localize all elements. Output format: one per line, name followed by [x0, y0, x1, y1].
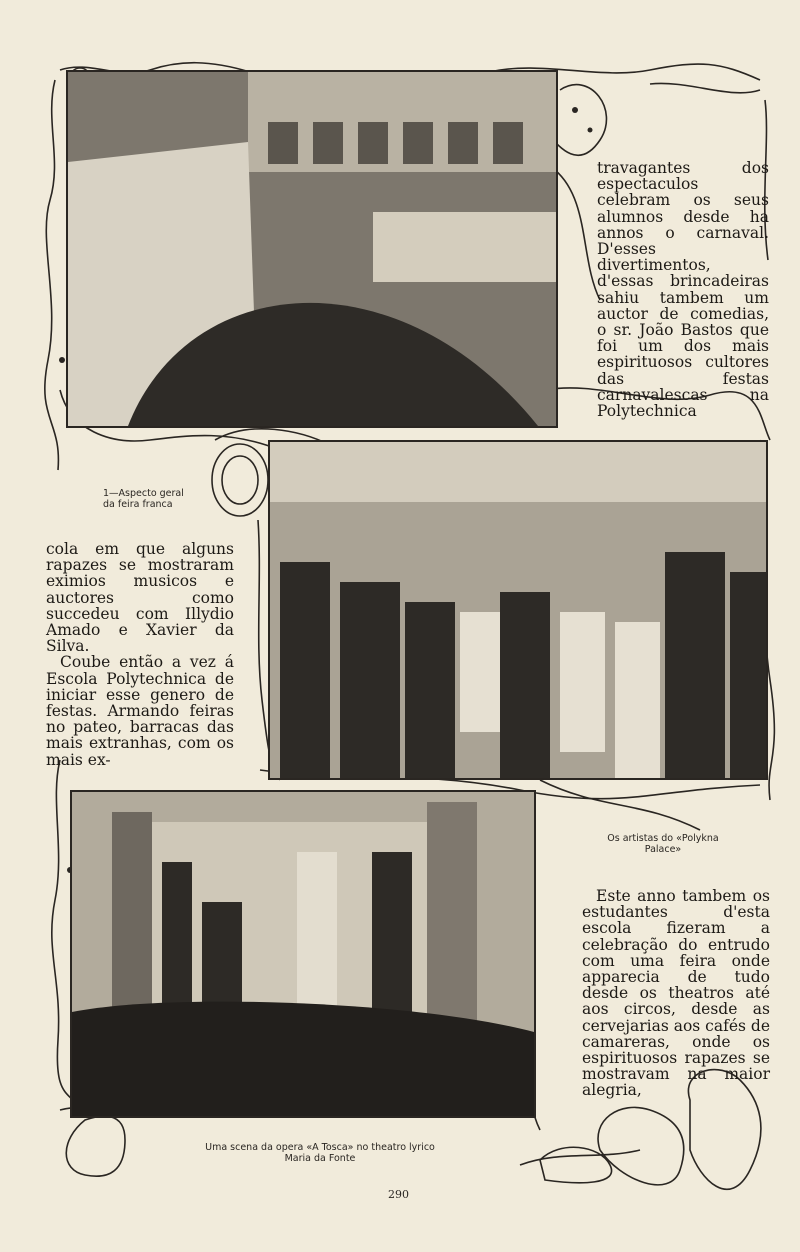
text-left-column: [46, 541, 234, 768]
text-top-right: [597, 160, 769, 419]
photo-fair-courtyard: [66, 70, 558, 428]
photo-fair-courtyard-image: [68, 72, 556, 426]
paragraph-left-1: cola em que alguns rapazes se mostraram eximios musicos e auctores como succedeu com Illydio Amado e Xavier da Silva.: [46, 540, 234, 656]
caption-photo-1: 1—Aspecto geral da feira franca: [103, 488, 184, 510]
paragraph-bottom-right: Este anno tambem os estudantes d'esta escola fizeram a celebração do entrudo com uma feira onde apparecia de tudo desde os theatros até aos circos, desde as cervejarias aos cafés de camareras, onde os espirituosos rapazes se mostravam na maior alegria,: [582, 887, 770, 1100]
caption-photo-3: Uma scena da opera «A Tosca» no theatro lyrico Maria da Fonte: [205, 1142, 435, 1164]
photo-tosca-scene: [70, 790, 536, 1118]
text-bottom-right: [582, 888, 770, 1099]
photo-polykna-artists: [268, 440, 768, 780]
page-number: 290: [388, 1188, 409, 1201]
caption-photo-2: Os artistas do «Polykna Palace»: [607, 833, 719, 855]
photo-polykna-artists-image: [270, 442, 766, 778]
paragraph-top-right: travagantes dos espectaculos celebram os seus alumnos desde ha annos o carnaval. D'esses divertimentos, d'essas brincadeiras sahiu tambem um auctor de comedias, o sr. João Bastos que foi um dos mais espirituosos cultores das festas carnavalescas na Polytechnica: [597, 159, 769, 421]
paragraph-left-2: Coube então a vez á Escola Polytechnica de iniciar esse genero de festas. Armando feiras no pateo, barracas das mais extranhas, com os mais ex-: [46, 653, 234, 769]
photo-tosca-scene-image: [72, 792, 534, 1116]
